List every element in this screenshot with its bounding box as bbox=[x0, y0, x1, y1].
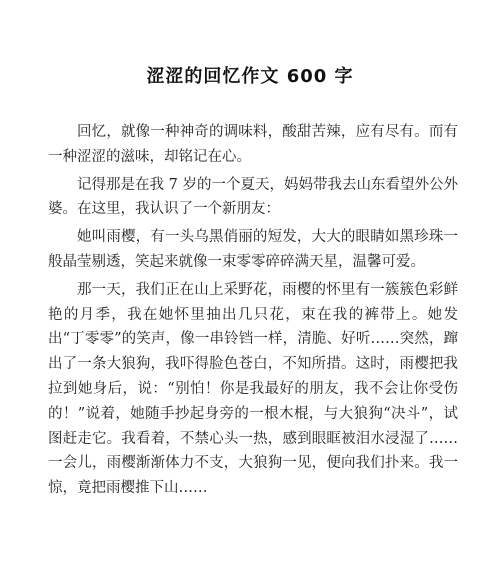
paragraph-1: 回忆，就像一种神奇的调味料，酸甜苦辣，应有尽有。而有一种涩涩的滋味，却铭记在心。 bbox=[48, 124, 458, 165]
paragraph-2: 记得那是在我 7 岁的一个夏天，妈妈带我去山东看望外公外婆。在这里，我认识了一个新朋友： bbox=[48, 176, 458, 218]
page-title: 涩涩的回忆作文 600 字 bbox=[146, 66, 354, 87]
paragraph-3: 她叫雨樱，有一头乌黑俏丽的短发，大大的眼睛如黑珍珠一般晶莹剔透，笑起来就像一束零零碎碎满天星，温馨可爱。 bbox=[48, 229, 458, 270]
article-body bbox=[48, 120, 458, 504]
paragraph-4: 那一天，我们正在山上采野花，雨樱的怀里有一簇簇色彩鲜艳的月季，我在她怀里抽出几只花，束在我的裤带上。她发出“丁零零”的笑声，像一串铃铛一样，清脆、好听……突然，蹿出了一条大狼狗，我吓得脸色苍白，不知所措。这时，雨樱把我拉到她身后，说：“别怕！你是我最好的朋友，我不会让你受伤的！”说着，她随手抄起身旁的一根木棍，与大狼狗“决斗”，试图赶走它。我看着，不禁心头一热，感到眼眶被泪水浸湿了……一会儿，雨樱渐渐体力不支，大狼狗一见，便向我们扑来。我一惊，竟把雨樱推下山…… bbox=[48, 281, 458, 497]
